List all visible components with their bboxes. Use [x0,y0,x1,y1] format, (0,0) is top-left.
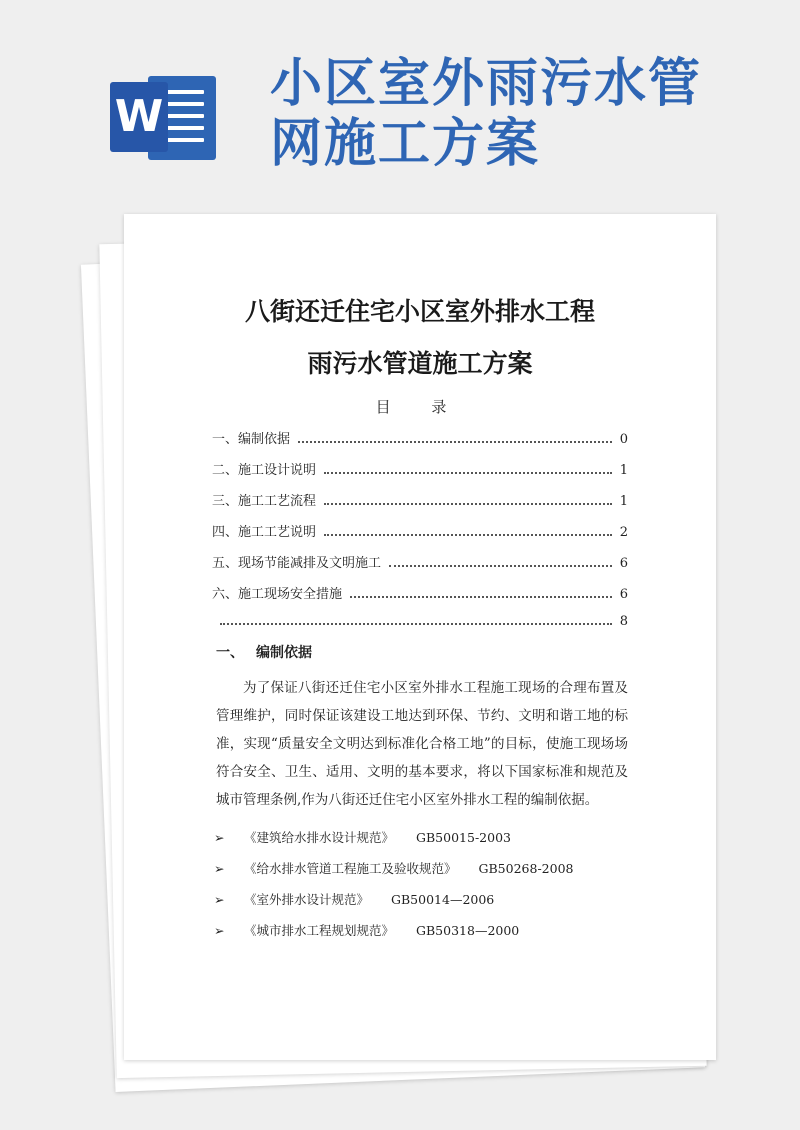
toc-leader-dots [350,596,612,598]
reference-code: GB50268-2008 [478,861,574,876]
toc-heading: 目 录 [375,398,465,416]
banner-title: 小区室外雨污水管网施工方案 [270,54,703,174]
header-banner [0,0,800,200]
toc-entry[interactable] [212,490,628,512]
toc-entry[interactable] [212,428,628,450]
reference-code: GB50015-2003 [416,830,511,845]
toc-entry-label: 二、施工设计说明 [212,463,317,478]
word-icon-letter: W [110,82,168,152]
document-page [124,214,716,1060]
toc-entry-page: 1 [619,463,628,478]
arrow-bullet-icon: ➢ [214,923,225,938]
section-number: 一、 [216,645,244,661]
toc-entry[interactable] [212,552,628,574]
toc-entry-label: 五、现场节能减排及文明施工 [212,556,382,571]
toc-leader-dots [298,441,612,443]
arrow-bullet-icon: ➢ [214,830,225,845]
word-icon-line [162,114,204,118]
reference-name: 《建筑给水排水设计规范》 [244,830,395,845]
toc-entry-page: 6 [619,556,628,571]
reference-code: GB50318—2000 [416,923,520,938]
reference-code: GB50014—2006 [391,892,495,907]
section-paragraph: 为了保证八街还迁住宅小区室外排水工程施工现场的合理布置及管理维护，同时保证该建设工地达到环保、节约、文明和谐工地的标准，实现“质量安全文明达到标准化合格工地”的目标，使施工现场场符合安全、卫生、适用、文明的基本要求，将以下国家标准和规范及城市管理条例,作为八街还迁住宅小区室外排水工程的编制依据。 [216,680,628,808]
toc-entry[interactable] [212,583,628,605]
toc-leader-dots [389,565,612,567]
toc-leader-dots [324,503,612,505]
reference-name: 《给水排水管道工程施工及验收规范》 [244,861,457,876]
toc-entry-page: 1 [619,494,628,509]
word-icon-line [162,138,204,142]
document-title-line1: 八街还迁住宅小区室外排水工程 [244,297,595,326]
word-icon-line [162,90,204,94]
reference-name: 《室外排水设计规范》 [244,892,370,907]
toc-leader-dots [324,534,612,536]
toc-entry-label: 六、施工现场安全措施 [212,587,343,602]
toc-entry[interactable] [212,459,628,481]
toc-entry[interactable] [212,521,628,543]
section-title: 编制依据 [256,645,312,661]
reference-item [214,828,511,846]
toc-leader-dots [220,623,612,625]
toc-entry-label: 三、施工工艺流程 [212,494,317,509]
toc-entry-page: 2 [619,525,628,540]
reference-item [214,859,574,877]
toc-entry-label: 四、施工工艺说明 [212,525,317,540]
toc-entry-page: 8 [619,614,628,629]
toc-leader-dots [324,472,612,474]
word-icon-line [162,102,204,106]
reference-item [214,921,519,939]
arrow-bullet-icon: ➢ [214,861,225,876]
word-document-icon [110,72,218,164]
document-title-line2: 雨污水管道施工方案 [307,349,533,378]
section-heading [216,642,312,662]
toc-entry-label: 一、编制依据 [212,432,291,447]
word-icon-line [162,126,204,130]
toc-entry-page: 6 [619,587,628,602]
reference-name: 《城市排水工程规划规范》 [244,923,395,938]
toc-entry[interactable] [212,614,628,636]
arrow-bullet-icon: ➢ [214,892,225,907]
toc-entry-page: 0 [619,432,628,447]
reference-item [214,890,494,908]
